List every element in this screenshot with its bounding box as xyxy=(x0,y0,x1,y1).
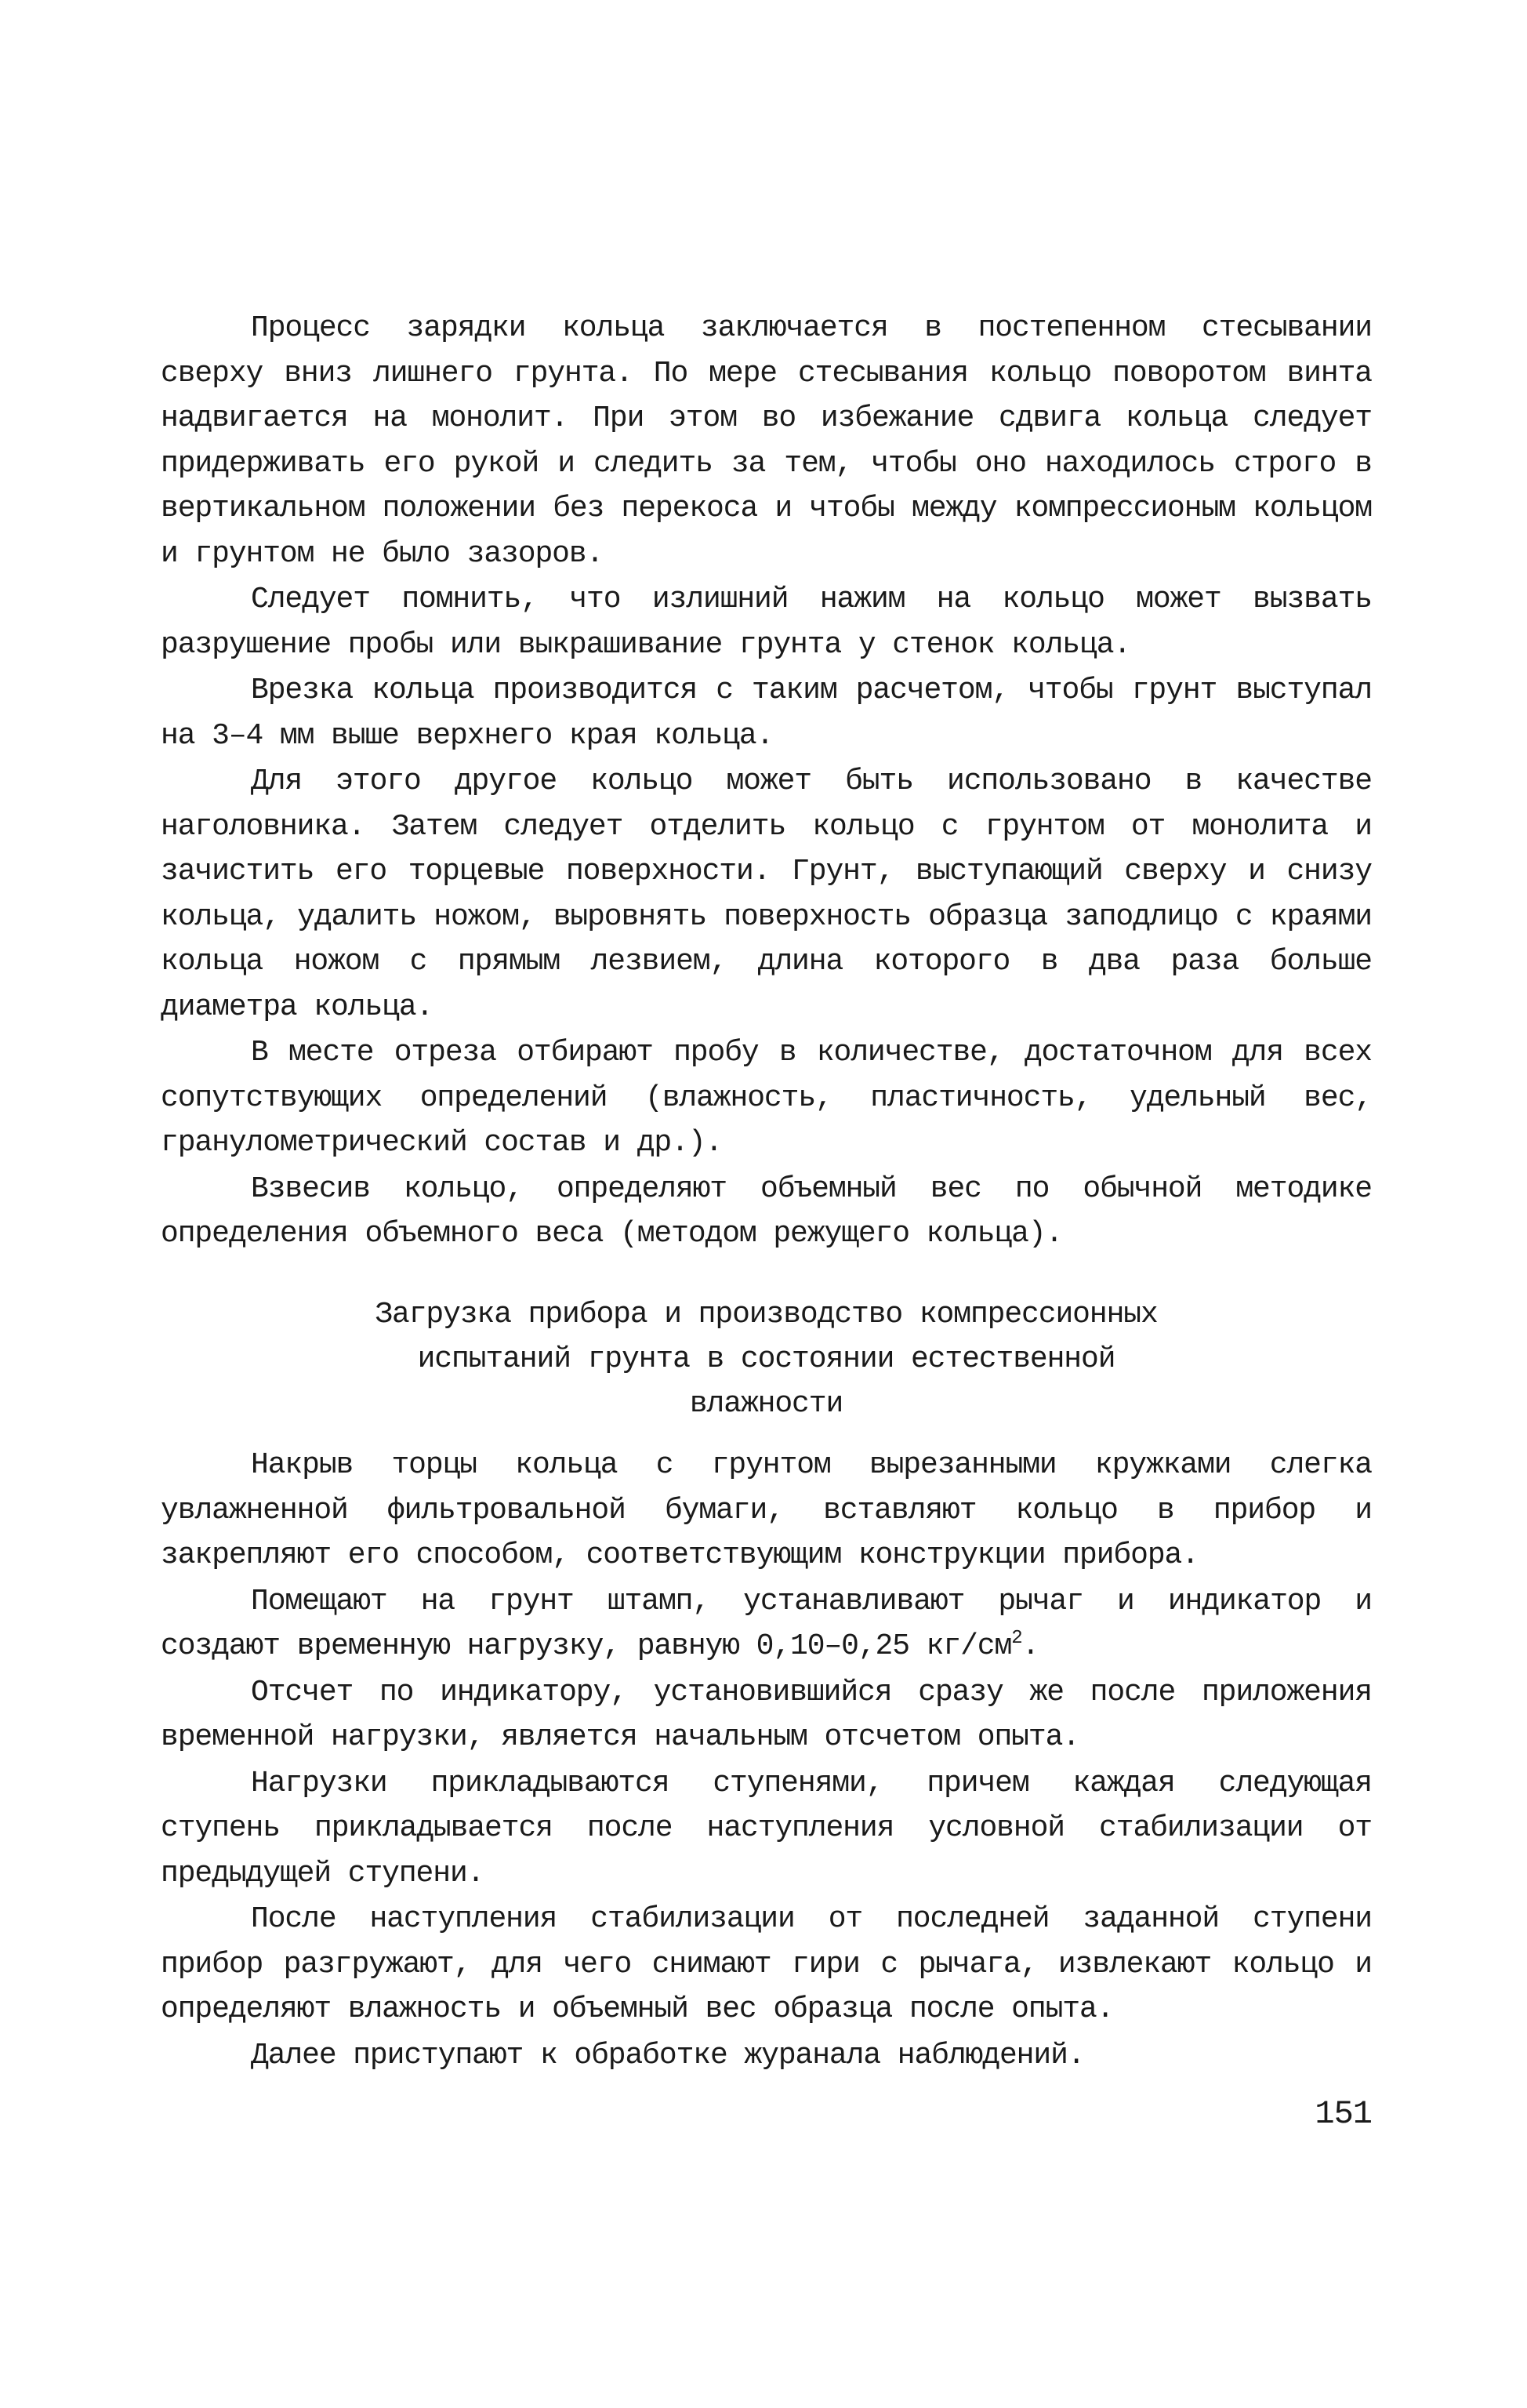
unit-superscript: 2 xyxy=(1011,1628,1022,1649)
paragraph: Процесс зарядки кольца заключается в постепенном стесывании сверху вниз лишнего грунта. По мере стесывания кольцо поворотом винта надвигается на монолит. При этом во избежание сдвига кольца следует придерживать его рукой и следить за тем, чтобы оно находилось строго в вертикальном положении без перекоса и чтобы между компрессионым кольцом и грунтом не было зазоров. xyxy=(161,311,1372,571)
paragraph: Нагрузки прикладываются ступенями, причем каждая следующая ступень прикладывается после наступления условной стабилизации от предыдущей ступени. xyxy=(161,1766,1372,1890)
heading-line: Загрузка прибора и производство компрессионных xyxy=(375,1298,1158,1331)
paragraph: Для этого другое кольцо может быть использовано в качестве наголовника. Затем следует отделить кольцо с грунтом от монолита и зачистить его торцевые поверхности. Грунт, выступающий сверху и снизу кольца, удалить ножом, выровнять поверхность образца заподлицо с краями кольца ножом с прямым лезвием, длина которого в два раза больше диаметра кольца. xyxy=(161,765,1372,1024)
paragraph: Взвесив кольцо, определяют объемный вес по обычной методике определения объемного веса (методом режущего кольца). xyxy=(161,1171,1372,1251)
paragraph: Накрыв торцы кольца с грунтом вырезанными кружками слегка увлажненной фильтровальной бумаги, вставляют кольцо в прибор и закрепляют его способом, соответствующим конструкции прибора. xyxy=(161,1448,1372,1572)
paragraph: Врезка кольца производится с таким расчетом, чтобы грунт выступал на 3–4 мм выше верхнего края кольца. xyxy=(161,674,1372,753)
load-text: Помещают на грунт штамп, устанавливают рычаг и индикатор и создают временную нагрузку, равную 0,10–0,25 кг/см xyxy=(161,1584,1372,1663)
paragraph: Следует помнить, что излишний нажим на кольцо может вызвать разрушение пробы или выкрашивание грунта у стенок кольца. xyxy=(161,583,1372,662)
page-number: 151 xyxy=(1315,2095,1372,2133)
paragraph: Далее приступают к обработке журанала наблюдений. xyxy=(251,2038,1085,2072)
paragraph: Отсчет по индикатору, установившийся сразу же после приложения временной нагрузки, является начальным отсчетом опыта. xyxy=(161,1675,1372,1754)
heading-line: испытаний грунта в состоянии естественной xyxy=(417,1342,1115,1376)
load-text-end: . xyxy=(1021,1629,1039,1663)
heading-line: влажности xyxy=(689,1387,843,1421)
paragraph: В месте отреза отбирают пробу в количестве, достаточном для всех сопутствующих определений (влажность, пластичность, удельный вес, гранулометрический состав и др.). xyxy=(161,1036,1372,1160)
paragraph: После наступления стабилизации от последней заданной ступени прибор разгружают, для чего снимают гири с рычага, извлекают кольцо и определяют влажность и объемный вес образца после опыта. xyxy=(161,1902,1372,2026)
body-section-compression-test xyxy=(161,1443,1372,2078)
paragraph-load xyxy=(161,1579,1372,1669)
section-heading xyxy=(161,1292,1372,1426)
body-section-ring-loading xyxy=(161,306,1372,1257)
